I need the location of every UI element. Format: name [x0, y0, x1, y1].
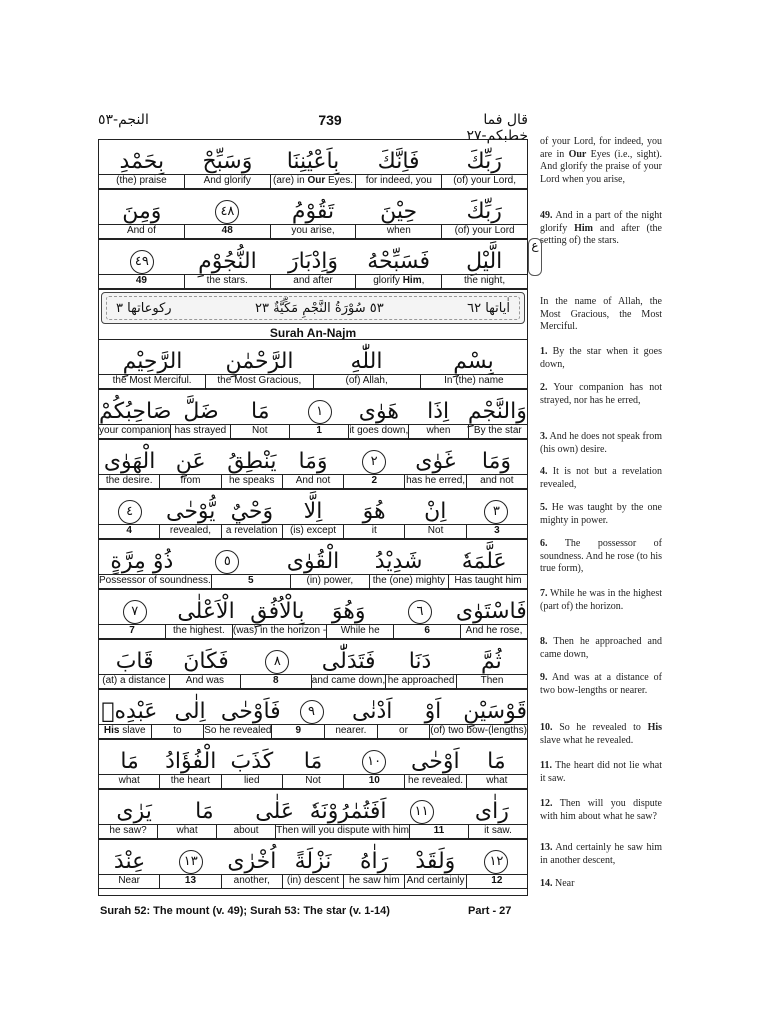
- english-gloss: Not: [404, 525, 465, 538]
- ayah-circle: ١٢: [484, 850, 508, 874]
- arabic-word: حِيْنَ: [380, 199, 418, 224]
- ayah-circle: ٥: [215, 550, 239, 574]
- translation-paragraph: [540, 722, 662, 747]
- arabic-word: دَنَا: [408, 649, 432, 674]
- english-gloss: And he rose,: [460, 625, 527, 638]
- english-gloss: (of) your Lord: [441, 225, 527, 238]
- translation-text: And he does not speak from (his own) desire.: [540, 431, 662, 455]
- english-gloss: (the) praise: [116, 175, 167, 186]
- english-gloss: when: [355, 225, 441, 238]
- english-gloss-row: [99, 624, 527, 639]
- english-gloss: (is) except: [282, 525, 343, 538]
- english-gloss: the Most Merciful.: [112, 375, 192, 386]
- translation-text: And certainly he saw him in another descent,: [540, 842, 663, 866]
- arabic-word: اللّٰهِ: [350, 349, 383, 374]
- banner-ruku-count: ركوعاتها ٣: [116, 300, 172, 316]
- english-gloss: And of: [126, 225, 156, 236]
- arabic-word: اِلَّا: [303, 499, 323, 524]
- row-divider: [99, 289, 527, 290]
- english-gloss-row: [99, 224, 527, 239]
- arabic-word: فَسَبِّحْهُ: [367, 249, 430, 274]
- banner-ornament: [106, 296, 520, 320]
- english-gloss-row: [99, 774, 527, 789]
- translation-paragraph: [540, 466, 662, 491]
- translation-paragraph: [540, 382, 662, 407]
- english-gloss: the night,: [441, 275, 527, 288]
- row-divider: [99, 239, 527, 240]
- arabic-word: الْقُوٰى: [286, 549, 340, 574]
- arabic-word: ثُمَّ: [480, 649, 502, 674]
- arabic-word: غَوٰى: [415, 449, 456, 474]
- row-divider: [99, 589, 527, 590]
- arabic-word: كَذَبَ: [230, 749, 274, 774]
- verse-number: 5.: [540, 502, 548, 513]
- ayah-circle: ١١: [410, 800, 434, 824]
- translation-text: The possessor of soundness. And he rose (to his true form),: [540, 538, 662, 575]
- arabic-word: عَلَّمَهٗ: [461, 549, 507, 574]
- arabic-word: بِالْاُفُقِ: [250, 599, 305, 624]
- english-gloss: the desire.: [105, 475, 153, 486]
- arabic-word: الرَّحْمٰنِ: [225, 349, 294, 374]
- arabic-word: الرَّحِيْمِ: [122, 349, 183, 374]
- translation-text: of your Lord, for indeed, you are in Our Eyes (i.e., sight). And glorify the praise of your Lord when you arise,: [540, 136, 662, 185]
- english-gloss: it goes down,: [349, 425, 409, 436]
- row-divider: [99, 439, 527, 440]
- english-gloss: 9: [271, 725, 324, 738]
- english-gloss: (of) two bow-(lengths): [430, 725, 527, 736]
- translation-paragraph: [540, 502, 662, 527]
- ayah-circle: ٤٩: [130, 250, 154, 274]
- english-gloss: and came down,: [311, 675, 386, 686]
- translation-text: And in a part of the night glorify Him and after (the setting of) the stars.: [540, 210, 662, 247]
- ayah-circle: ٦: [408, 600, 432, 624]
- arabic-word: وَحْيٌ: [230, 499, 274, 524]
- row-divider: [99, 339, 527, 340]
- english-gloss: His slave: [103, 725, 146, 736]
- translation-text: The heart did not lie what it saw.: [540, 760, 662, 784]
- arabic-word: ذُوْ مِرَّةٍ: [110, 549, 174, 574]
- ayah-circle: ٤٨: [215, 200, 239, 224]
- ayah-circle: ٩: [300, 700, 324, 724]
- ayah-circle: ٢: [362, 450, 386, 474]
- translation-text: Your companion has not strayed, nor has he erred,: [540, 382, 662, 406]
- translation-paragraph: [540, 538, 662, 576]
- english-gloss: 12: [466, 875, 527, 888]
- english-gloss: Possessor of soundness.: [99, 575, 211, 586]
- row-divider: [99, 389, 527, 390]
- arabic-word: الْهَوٰى: [103, 449, 156, 474]
- arabic-word: عِنْدَ: [113, 849, 146, 874]
- translation-paragraph: [540, 798, 662, 823]
- verse-number: 1.: [540, 346, 548, 357]
- arabic-word: اَوْحٰى: [410, 749, 460, 774]
- english-gloss: Then: [456, 675, 527, 688]
- english-gloss-row: [99, 474, 527, 489]
- verse-number: 7.: [540, 588, 548, 599]
- arabic-word: اِلٰى: [174, 699, 206, 724]
- english-gloss: and not: [466, 475, 527, 488]
- english-gloss: about: [216, 825, 275, 838]
- arabic-word: صَاحِبُكُمْ: [98, 399, 172, 424]
- arabic-word: رَاٰى: [474, 799, 509, 824]
- english-gloss: In (the) name: [420, 375, 527, 388]
- ayah-circle: ٨: [265, 650, 289, 674]
- page-number: 739: [318, 112, 342, 128]
- row-divider: [99, 839, 527, 840]
- arabic-word: مَا: [251, 399, 270, 424]
- english-gloss: 8: [240, 675, 311, 688]
- english-gloss-row: [99, 574, 527, 589]
- footer-part: Part - 27: [468, 905, 512, 917]
- row-divider: [99, 489, 527, 490]
- english-gloss: 1: [289, 425, 348, 438]
- translation-text: Then will you dispute with him about what he saw?: [540, 798, 662, 822]
- translation-paragraph: [540, 842, 662, 867]
- arabic-word: مَا: [303, 749, 323, 774]
- english-gloss: what: [118, 775, 140, 786]
- english-gloss: another,: [221, 875, 282, 888]
- english-gloss: (are) in Our Eyes.: [270, 175, 356, 188]
- english-gloss: a revelation: [221, 525, 282, 538]
- translation-paragraph: [540, 431, 662, 456]
- ruku-mark: ع: [528, 238, 542, 276]
- arabic-word: تَقُوْمُ: [291, 199, 335, 224]
- arabic-word: وَالنَّجْمِ: [467, 399, 527, 424]
- arabic-word: النُّجُوْمِ: [198, 249, 257, 274]
- english-gloss: the Most Gracious,: [205, 375, 312, 388]
- english-gloss: 49: [135, 275, 147, 286]
- english-gloss: Not: [282, 775, 343, 788]
- english-gloss: from: [159, 475, 220, 488]
- english-gloss: (was) in the horizon -: [232, 625, 327, 636]
- english-gloss: 3: [466, 525, 527, 538]
- translation-paragraph: [540, 210, 662, 248]
- word-by-word-grid: [98, 139, 528, 896]
- footer-surah-info: Surah 52: The mount (v. 49); Surah 53: The star (v. 1-14): [100, 905, 390, 917]
- english-gloss-row: [99, 174, 527, 189]
- english-gloss: 13: [159, 875, 220, 888]
- translation-paragraph: [540, 878, 662, 891]
- arabic-word: وَسَبِّحْ: [202, 149, 253, 174]
- row-divider: [99, 539, 527, 540]
- english-gloss: glorify Him,: [355, 275, 441, 288]
- english-gloss: he speaks: [221, 475, 282, 488]
- verse-number: 11.: [540, 760, 552, 771]
- english-gloss: nearer.: [324, 725, 377, 738]
- english-gloss-row: [99, 874, 527, 889]
- arabic-word: اَوْ: [424, 699, 442, 724]
- english-gloss: what: [157, 825, 216, 838]
- arabic-word: وَمَا: [298, 449, 328, 474]
- arabic-word: الْاَعْلٰى: [177, 599, 235, 624]
- translation-text: In the name of Allah, the Most Gracious, the Most Merciful.: [540, 296, 662, 333]
- english-gloss: And glorify: [184, 175, 270, 188]
- arabic-word: هَوٰى: [358, 399, 399, 424]
- arabic-word: مَا: [195, 799, 214, 824]
- arabic-word: عَبْدِهٖ: [101, 699, 158, 724]
- english-gloss: the (one) mighty: [369, 575, 448, 588]
- english-gloss: it saw.: [468, 825, 527, 838]
- english-gloss-row: [99, 674, 527, 689]
- verse-number: 4.: [540, 466, 548, 477]
- row-divider: [99, 639, 527, 640]
- english-gloss: to: [151, 725, 204, 738]
- arabic-word: قَوْسَيْنِ: [463, 699, 527, 724]
- verse-number: 14.: [540, 878, 553, 889]
- arabic-word: مَا: [487, 749, 506, 774]
- verse-number: 6.: [540, 538, 548, 549]
- verse-number: 13.: [540, 842, 553, 853]
- ayah-circle: ١٣: [179, 850, 203, 874]
- english-gloss: has he erred,: [406, 475, 466, 486]
- arabic-word: وَلَقَدْ: [415, 849, 456, 874]
- english-gloss: Then will you dispute with him: [276, 825, 409, 836]
- english-gloss: And certainly: [404, 875, 465, 888]
- row-divider: [99, 189, 527, 190]
- english-gloss: the heart: [159, 775, 220, 788]
- arabic-word: وَمَا: [481, 449, 511, 474]
- english-gloss: you arise,: [270, 225, 356, 238]
- translation-paragraph: [540, 136, 662, 186]
- translation-paragraph: [540, 296, 662, 334]
- arabic-word: رَبِّكَ: [466, 149, 502, 174]
- english-gloss: the highest.: [165, 625, 232, 638]
- arabic-word: عَنِ: [175, 449, 206, 474]
- english-gloss: While he: [326, 625, 393, 638]
- arabic-word: رَبِّكَ: [466, 199, 502, 224]
- verse-number: 3.: [540, 431, 548, 442]
- arabic-word: فَاَوْحٰى: [220, 699, 281, 724]
- arabic-word: اِذَا: [427, 399, 450, 424]
- surah-title: Surah An-Najm: [269, 326, 357, 340]
- english-gloss: the stars.: [184, 275, 270, 288]
- translation-text: So he revealed to His slave what he revealed.: [540, 722, 663, 746]
- english-gloss: 2: [343, 475, 404, 488]
- row-divider: [99, 739, 527, 740]
- english-gloss: he saw?: [109, 825, 147, 836]
- translation-text: He was taught by the one mighty in power.: [540, 502, 662, 526]
- arabic-word: وَمِنَ: [122, 199, 162, 224]
- english-gloss: By the star: [468, 425, 527, 438]
- english-gloss: (at) a distance: [102, 675, 166, 686]
- english-gloss: (in) power,: [290, 575, 369, 588]
- english-gloss: 7: [129, 625, 135, 636]
- english-gloss: (in) descent: [282, 875, 343, 888]
- verse-number: 12.: [540, 798, 553, 809]
- ayah-circle: ١٠: [362, 750, 386, 774]
- english-gloss: (of) Allah,: [313, 375, 420, 388]
- arabic-word: اُخْرٰى: [227, 849, 277, 874]
- ayah-circle: ٧: [123, 600, 147, 624]
- translation-text: And was at a distance of two bow-lengths or nearer.: [540, 672, 662, 696]
- translation-text: It is not but a revelation revealed,: [540, 466, 662, 490]
- translation-text: Then he approached and came down,: [540, 636, 662, 660]
- english-gloss: and after: [270, 275, 356, 288]
- english-gloss: Not: [230, 425, 289, 438]
- arabic-word: فَاِنَّكَ: [377, 149, 420, 174]
- translation-paragraph: [540, 760, 662, 785]
- row-divider: [99, 789, 527, 790]
- arabic-word: هُوَ: [362, 499, 386, 524]
- arabic-word: فَاسْتَوٰى: [455, 599, 527, 624]
- english-gloss: 10: [343, 775, 404, 788]
- english-gloss: or: [377, 725, 430, 738]
- english-gloss-row: [99, 824, 527, 839]
- translation-paragraph: [540, 636, 662, 661]
- english-gloss: So he revealed: [204, 725, 272, 736]
- english-gloss: 6: [393, 625, 460, 638]
- translation-text: By the star when it goes down,: [540, 346, 663, 370]
- english-gloss: lied: [221, 775, 282, 788]
- english-gloss: 4: [126, 525, 132, 536]
- english-gloss: your companion: [99, 425, 171, 436]
- row-divider: [99, 689, 527, 690]
- arabic-word: الَّيْلِ: [466, 249, 503, 274]
- english-gloss-row: [99, 724, 527, 739]
- translation-paragraph: [540, 588, 662, 613]
- arabic-word: بِسْمِ: [453, 349, 494, 374]
- arabic-word: اَدْنٰى: [352, 699, 393, 724]
- banner-verse-count: اٰياتها ٦٢: [467, 300, 510, 316]
- arabic-word: قَابَ: [115, 649, 154, 674]
- translation-text: While he was in the highest (part of) the horizon.: [540, 588, 662, 612]
- english-gloss: And not: [282, 475, 343, 488]
- arabic-word: فَكَانَ: [183, 649, 229, 674]
- verse-number: 8.: [540, 636, 548, 647]
- english-gloss: (of) your Lord,: [441, 175, 527, 188]
- arabic-word: وَهُوَ: [331, 599, 366, 624]
- english-gloss-row: [99, 524, 527, 539]
- arabic-word: يُّوْحٰى: [166, 499, 216, 524]
- arabic-word: وَاِدْبَارَ: [288, 249, 338, 274]
- english-gloss: Near: [118, 875, 141, 886]
- english-gloss: And was: [169, 675, 240, 688]
- verse-number: 2.: [540, 382, 548, 393]
- surah-banner: [101, 292, 525, 324]
- ayah-circle: ٤: [118, 500, 142, 524]
- arabic-word: ضَلَّ: [183, 399, 219, 424]
- translation-text: Near: [555, 878, 575, 889]
- arabic-word: شَدِيْدُ: [374, 549, 423, 574]
- arabic-word: مَا: [120, 749, 139, 774]
- arabic-word: اِنْ: [424, 499, 447, 524]
- arabic-word: يَنْطِقُ: [227, 449, 277, 474]
- ayah-circle: ١: [308, 400, 332, 424]
- english-gloss: when: [408, 425, 467, 438]
- english-gloss: Has taught him: [448, 575, 527, 588]
- arabic-word: نَزْلَةً: [294, 849, 332, 874]
- banner-surah-name: ٥٣ سُوْرَةُ النَّجْمِ مَكِّيَّةٌ ٢٣: [254, 300, 384, 316]
- english-gloss: for indeed, you: [355, 175, 441, 188]
- arabic-word: بِحَمْدِ: [119, 149, 165, 174]
- english-gloss: it: [343, 525, 404, 538]
- arabic-word: رَاٰهُ: [360, 849, 389, 874]
- translation-paragraph: [540, 346, 662, 371]
- verse-number: 9.: [540, 672, 548, 683]
- english-gloss: 48: [184, 225, 270, 238]
- arabic-word: بِاَعْيُنِنَا: [286, 149, 340, 174]
- arabic-word: يَرٰى: [116, 799, 152, 824]
- english-gloss: he approached: [385, 675, 456, 688]
- arabic-word: عَلٰى: [255, 799, 295, 824]
- english-gloss: he saw him: [343, 875, 404, 888]
- english-gloss: revealed,: [159, 525, 220, 538]
- header-surah-label: النجم-٥٣: [98, 112, 149, 128]
- verse-number: 49.: [540, 210, 553, 221]
- ayah-circle: ٣: [484, 500, 508, 524]
- arabic-word: الْفُؤَادُ: [165, 749, 217, 774]
- english-gloss: 5: [211, 575, 290, 588]
- english-gloss-row: [99, 374, 527, 389]
- header-juz-label: قال فما خطبكم-٢٧: [466, 112, 528, 144]
- english-gloss: what: [466, 775, 527, 788]
- english-gloss-row: [99, 424, 527, 439]
- arabic-word: اَفَتُمٰرُوْنَهٗ: [309, 799, 387, 824]
- english-gloss: 11: [409, 825, 468, 838]
- translation-paragraph: [540, 672, 662, 697]
- arabic-word: فَتَدَلّٰى: [321, 649, 376, 674]
- english-gloss-row: [99, 274, 527, 289]
- english-gloss: he revealed.: [404, 775, 465, 788]
- english-gloss: has strayed: [170, 425, 229, 438]
- verse-number: 10.: [540, 722, 553, 733]
